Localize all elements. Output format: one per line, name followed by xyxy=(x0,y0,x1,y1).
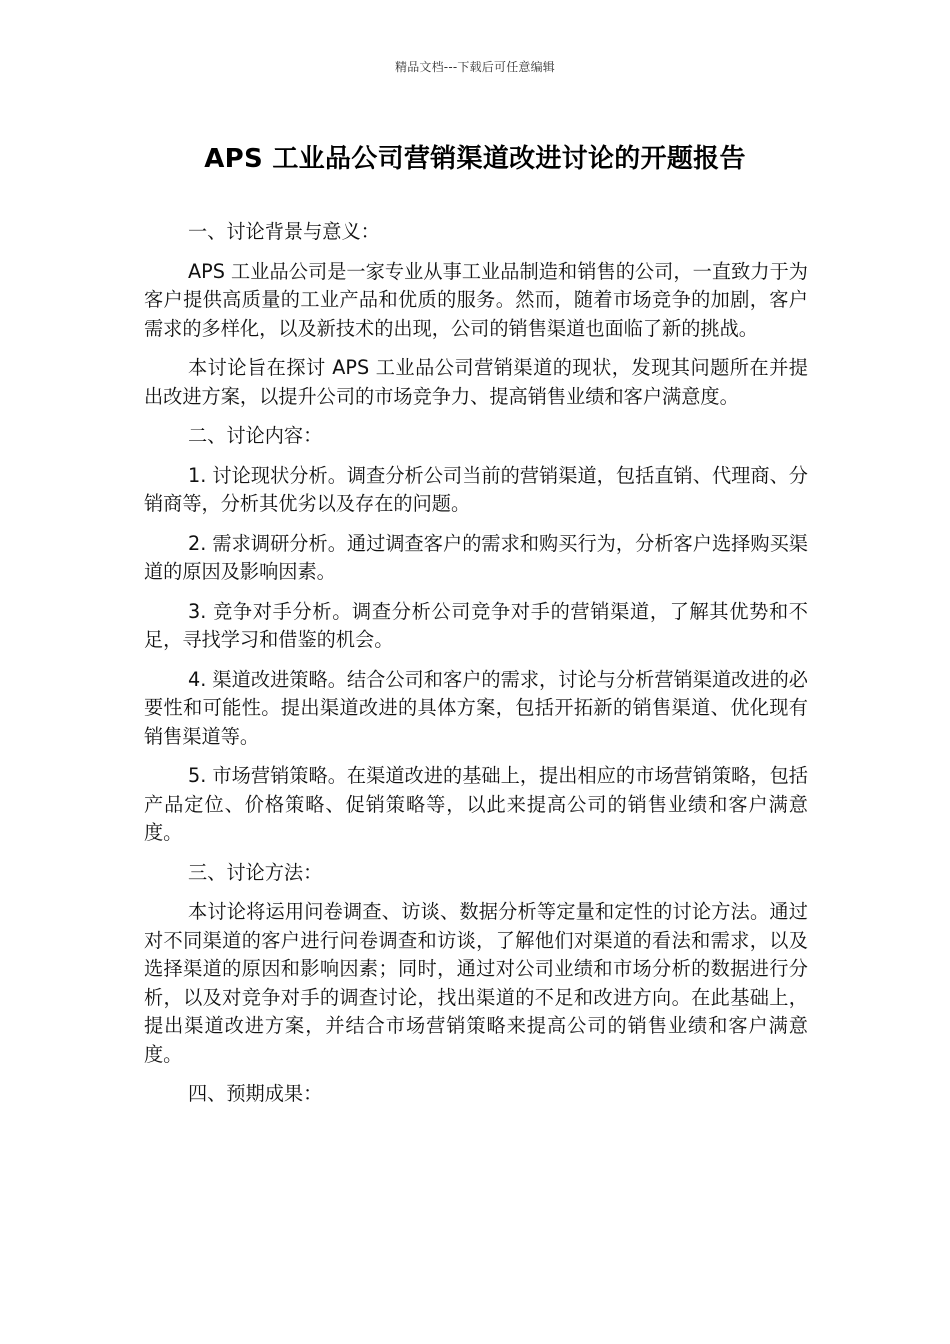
document-body xyxy=(144,218,808,1109)
document-title: APS 工业品公司营销渠道改进讨论的开题报告 xyxy=(204,144,746,174)
list-item-competitor-analysis: 3. 竞争对手分析。调查分析公司竞争对手的营销渠道，了解其优势和不足，寻找学习和借鉴的机会。 xyxy=(144,599,808,651)
section-heading-background: 一、讨论背景与意义： xyxy=(188,220,380,243)
list-item-status-analysis: 1. 讨论现状分析。调查分析公司当前的营销渠道，包括直销、代理商、分销商等，分析其优劣以及存在的问题。 xyxy=(144,463,808,515)
list-item-demand-research: 2. 需求调研分析。通过调查客户的需求和购买行为，分析客户选择购买渠道的原因及影响因素。 xyxy=(144,531,808,583)
list-item-marketing-strategy: 5. 市场营销策略。在渠道改进的基础上，提出相应的市场营销策略，包括产品定位、价格策略、促销策略等，以此来提高公司的销售业绩和客户满意度。 xyxy=(144,764,808,844)
paragraph-purpose: 本讨论旨在探讨 APS 工业品公司营销渠道的现状，发现其问题所在并提出改进方案，以提升公司的市场竞争力、提高销售业绩和客户满意度。 xyxy=(144,356,808,408)
section-heading-expected-results: 四、预期成果： xyxy=(188,1082,323,1105)
header-note: 精品文档---下载后可任意编辑 xyxy=(395,60,555,74)
section-heading-content: 二、讨论内容： xyxy=(188,424,323,447)
paragraph-company-intro: APS 工业品公司是一家专业从事工业品制造和销售的公司，一直致力于为客户提供高质量的工业产品和优质的服务。然而，随着市场竞争的加剧，客户需求的多样化，以及新技术的出现，公司的销售渠道也面临了新的挑战。 xyxy=(144,259,808,340)
list-item-channel-strategy: 4. 渠道改进策略。结合公司和客户的需求，讨论与分析营销渠道改进的必要性和可能性。提出渠道改进的具体方案，包括开拓新的销售渠道、优化现有销售渠道等。 xyxy=(144,667,808,748)
section-heading-method: 三、讨论方法： xyxy=(188,860,323,884)
paragraph-method: 本讨论将运用问卷调查、访谈、数据分析等定量和定性的讨论方法。通过对不同渠道的客户进行问卷调查和访谈，了解他们对渠道的看法和需求，以及选择渠道的原因和影响因素；同时，通过对公司业绩和市场分析的数据进行分析，以及对竞争对手的调查讨论，找出渠道的不足和改进方向。在此基础上，提出渠道改进方案，并结合市场营销策略来提高公司的销售业绩和客户满意度。 xyxy=(144,900,808,1066)
